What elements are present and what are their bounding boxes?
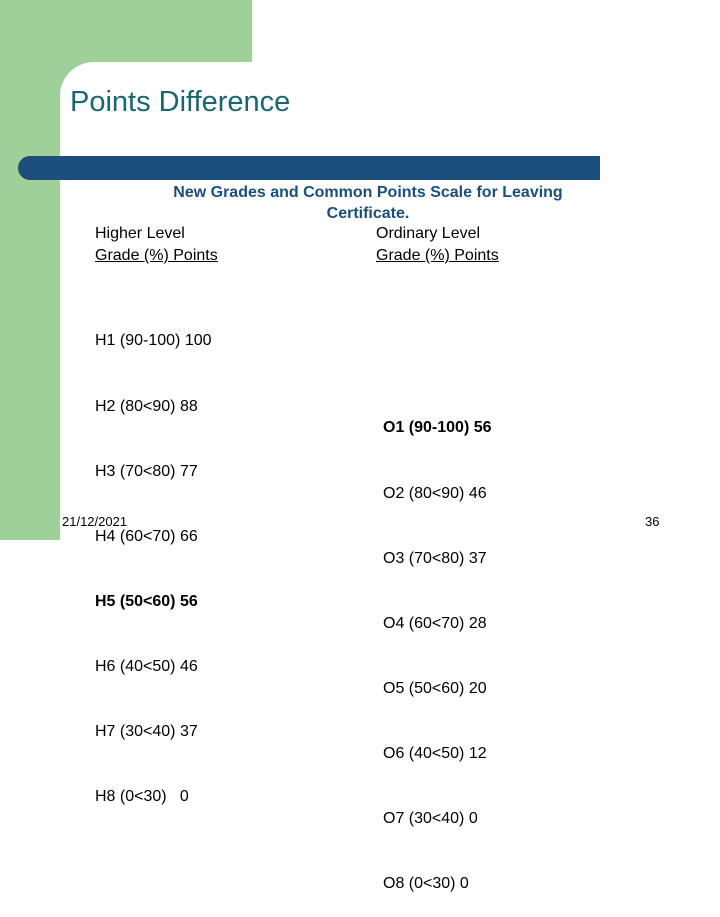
table-heading (140, 182, 596, 224)
slide-date: 21/12/2021 (62, 514, 128, 529)
ordinary-grade-row: O3 (70<80) 37 (383, 549, 487, 567)
higher-grade-row: H8 (0<30) 0 (95, 788, 189, 806)
ordinary-level-label: Ordinary Level (376, 225, 481, 242)
page-number: 36 (645, 514, 660, 529)
higher-level-label: Higher Level (95, 225, 185, 242)
title-underline-bar (18, 156, 600, 180)
higher-grade-row: H3 (70<80) 77 (95, 462, 198, 480)
ordinary-grade-row: O1 (90-100) 56 (383, 419, 492, 437)
ordinary-grade-row: O4 (60<70) 28 (383, 614, 487, 632)
higher-grade-row: H1 (90-100) 100 (95, 332, 212, 350)
ordinary-grade-row: O6 (40<50) 12 (383, 744, 487, 762)
ordinary-level-subheader: Grade (%) Points (376, 247, 499, 264)
ordinary-grades-list (383, 374, 492, 917)
slide-title: Points Difference (70, 86, 291, 118)
heading-line-2: Certificate. (326, 205, 410, 222)
higher-grade-row: H7 (30<40) 37 (95, 723, 198, 741)
ordinary-grade-row: O7 (30<40) 0 (383, 810, 478, 828)
heading-line-1: New Grades and Common Points Scale for Leaving (173, 184, 563, 201)
higher-grades-list (95, 287, 212, 830)
higher-grade-row: H6 (40<50) 46 (95, 657, 198, 675)
higher-grade-row: H2 (80<90) 88 (95, 397, 198, 415)
higher-grade-row: H5 (50<60) 56 (95, 592, 198, 610)
ordinary-grade-row: O5 (50<60) 20 (383, 679, 487, 697)
higher-grade-row: H4 (60<70) 66 (95, 527, 198, 545)
ordinary-grade-row: O8 (0<30) 0 (383, 875, 469, 893)
ordinary-grade-row: O2 (80<90) 46 (383, 484, 487, 502)
higher-level-subheader: Grade (%) Points (95, 247, 218, 264)
